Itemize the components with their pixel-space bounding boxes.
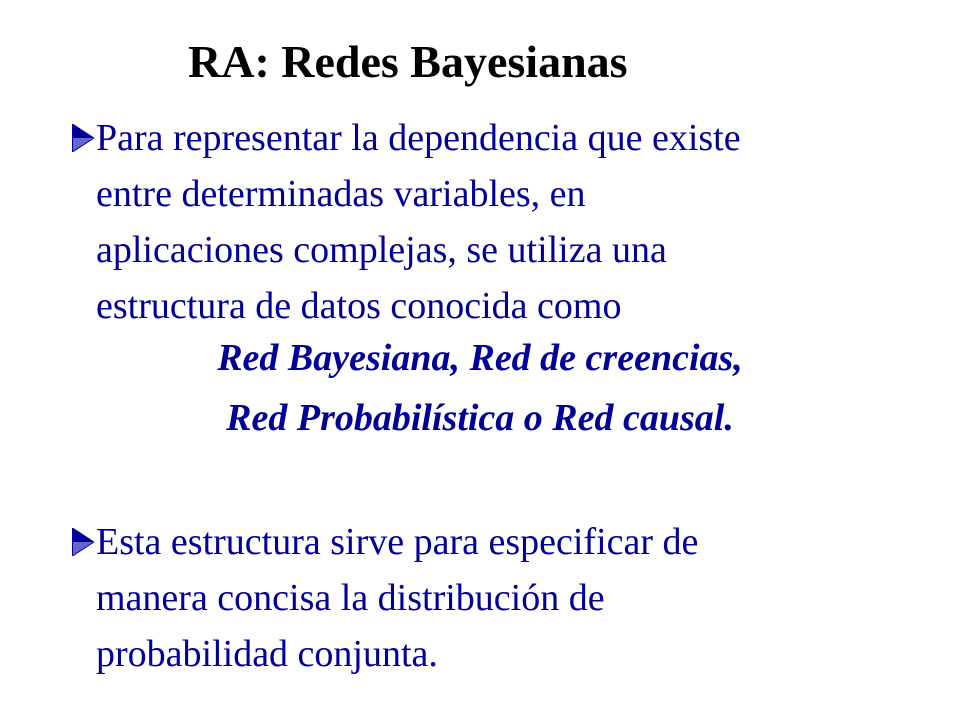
emphasis-line: Red Bayesiana, Red de creencias, — [217, 337, 743, 379]
bullet-line: estructura de datos conocida como — [96, 285, 622, 327]
bullet-line: entre determinadas variables, en — [96, 173, 586, 215]
bullet-line: aplicaciones complejas, se utiliza una — [96, 229, 667, 271]
bullet-item — [72, 110, 932, 334]
slide-title: RA: Redes Bayesianas — [188, 36, 628, 87]
bullet-item — [72, 514, 932, 682]
bullet-line: probabilidad conjunta. — [96, 633, 438, 675]
arrow-bullet-icon — [72, 528, 94, 556]
emphasis-line: Red Probabilística o Red causal. — [226, 397, 734, 439]
arrow-bullet-icon — [72, 124, 94, 152]
bullet-line: manera concisa la distribución de — [96, 577, 605, 619]
bullet-line: Para representar la dependencia que existe — [96, 117, 741, 159]
bullet-line: Esta estructura sirve para especificar de — [96, 521, 699, 563]
